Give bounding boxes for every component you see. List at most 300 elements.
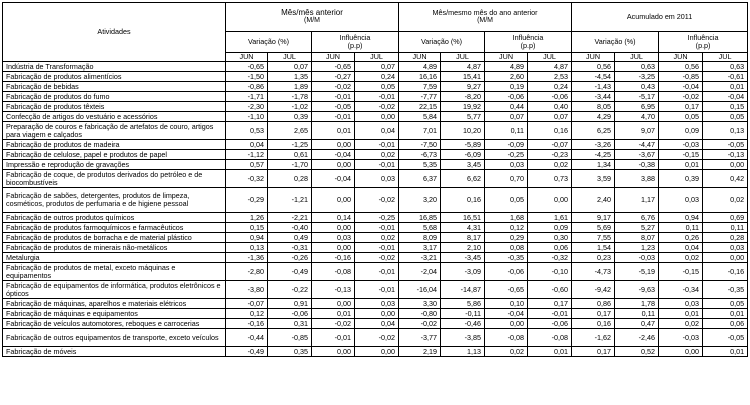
value-cell: 0,63 — [703, 62, 748, 72]
data-table — [2, 2, 748, 357]
value-cell: -0,31 — [268, 243, 312, 253]
value-cell: 0,39 — [268, 112, 312, 122]
value-cell: -0,46 — [441, 319, 485, 329]
value-cell: -0,02 — [355, 253, 399, 263]
value-cell: -7,77 — [399, 92, 441, 102]
value-cell: 2,10 — [441, 243, 485, 253]
value-cell: 0,16 — [441, 188, 485, 213]
month-header: JUN — [659, 53, 703, 62]
value-cell: 0,31 — [268, 319, 312, 329]
table-row — [3, 122, 748, 140]
value-cell: 3,59 — [572, 170, 615, 188]
table-row — [3, 62, 748, 72]
value-cell: 10,20 — [441, 122, 485, 140]
value-cell: 0,01 — [312, 309, 355, 319]
influence-header — [312, 32, 399, 53]
value-cell: -9,42 — [572, 281, 615, 299]
value-cell: 0,05 — [485, 188, 528, 213]
value-cell: 0,13 — [226, 243, 268, 253]
value-cell: 0,02 — [659, 319, 703, 329]
value-cell: 3,45 — [441, 160, 485, 170]
value-cell: -5,89 — [441, 140, 485, 150]
value-cell: -0,01 — [355, 92, 399, 102]
value-cell: -0,15 — [659, 150, 703, 160]
value-cell: 0,02 — [355, 233, 399, 243]
value-cell: 0,17 — [572, 309, 615, 319]
value-cell: -0,80 — [399, 309, 441, 319]
value-cell: -0,01 — [355, 243, 399, 253]
value-cell: 0,17 — [659, 102, 703, 112]
value-cell: 1,68 — [485, 213, 528, 223]
value-cell: -14,87 — [441, 281, 485, 299]
value-cell: 0,11 — [703, 223, 748, 233]
value-cell: -0,02 — [355, 188, 399, 213]
value-cell: -0,02 — [312, 82, 355, 92]
value-cell: -0,25 — [485, 150, 528, 160]
value-cell: 0,06 — [703, 319, 748, 329]
value-cell: -3,21 — [399, 253, 441, 263]
value-cell: 0,03 — [355, 170, 399, 188]
group-unit: (M/M — [304, 17, 320, 24]
value-cell: -0,16 — [703, 263, 748, 281]
influence-header — [485, 32, 572, 53]
value-cell: 0,01 — [659, 160, 703, 170]
value-cell: 0,02 — [355, 150, 399, 160]
group-title: Mês/mês anterior — [281, 8, 343, 17]
value-cell: 4,87 — [441, 62, 485, 72]
value-cell: -0,01 — [312, 329, 355, 347]
value-cell: -0,86 — [226, 82, 268, 92]
value-cell: 0,03 — [355, 299, 399, 309]
value-cell: -0,02 — [659, 92, 703, 102]
month-header: JUL — [355, 53, 399, 62]
value-cell: 9,17 — [572, 213, 615, 223]
value-cell: -0,65 — [312, 62, 355, 72]
month-header: JUL — [703, 53, 748, 62]
value-cell: -0,02 — [355, 102, 399, 112]
value-cell: 5,27 — [615, 223, 659, 233]
value-cell: 0,02 — [528, 160, 572, 170]
value-cell: 0,42 — [703, 170, 748, 188]
value-cell: 0,39 — [659, 170, 703, 188]
value-cell: 0,10 — [485, 299, 528, 309]
value-cell: 0,28 — [268, 170, 312, 188]
value-cell: 0,04 — [355, 319, 399, 329]
activity-cell: Fabricação de produtos de minerais não-metálicos — [3, 243, 226, 253]
value-cell: -2,21 — [268, 213, 312, 223]
value-cell: 0,08 — [485, 243, 528, 253]
influence-unit: (p.p) — [520, 41, 536, 50]
value-cell: 0,04 — [355, 122, 399, 140]
value-cell: 0,01 — [659, 309, 703, 319]
value-cell: -0,01 — [528, 309, 572, 319]
activity-cell: Fabricação de outros equipamentos de transporte, exceto veículos — [3, 329, 226, 347]
activity-cell: Preparação de couros e fabricação de artefatos de couro, artigos para viagem e calçados — [3, 122, 226, 140]
value-cell: -0,04 — [312, 150, 355, 160]
value-cell: 0,07 — [268, 62, 312, 72]
value-cell: 0,02 — [485, 347, 528, 357]
month-header: JUN — [226, 53, 268, 62]
value-cell: 0,70 — [485, 170, 528, 188]
value-cell: 2,40 — [572, 188, 615, 213]
value-cell: 0,00 — [312, 223, 355, 233]
value-cell: 0,00 — [312, 188, 355, 213]
table-row — [3, 102, 748, 112]
value-cell: -3,26 — [572, 140, 615, 150]
value-cell: 5,84 — [399, 112, 441, 122]
value-cell: -0,25 — [355, 213, 399, 223]
value-cell: -0,32 — [528, 253, 572, 263]
value-cell: -0,34 — [659, 281, 703, 299]
value-cell: -4,47 — [615, 140, 659, 150]
value-cell: -1,78 — [268, 92, 312, 102]
value-cell: -7,50 — [399, 140, 441, 150]
value-cell: -0,32 — [226, 170, 268, 188]
value-cell: 0,06 — [528, 243, 572, 253]
activity-cell: Fabricação de móveis — [3, 347, 226, 357]
value-cell: -4,25 — [572, 150, 615, 160]
value-cell: -6,09 — [441, 150, 485, 160]
value-cell: 19,92 — [441, 102, 485, 112]
table-row — [3, 243, 748, 253]
value-cell: -0,10 — [528, 263, 572, 281]
value-cell: 1,13 — [441, 347, 485, 357]
value-cell: -3,67 — [615, 150, 659, 160]
activity-cell: Fabricação de sabões, detergentes, produtos de limpeza, cosméticos, produtos de perfumaria e de higiene pessoal — [3, 188, 226, 213]
value-cell: -5,19 — [615, 263, 659, 281]
value-cell: -0,02 — [312, 319, 355, 329]
value-cell: -1,21 — [268, 188, 312, 213]
value-cell: -0,07 — [528, 140, 572, 150]
table-row — [3, 329, 748, 347]
influence-label: Influência — [687, 33, 719, 42]
value-cell: -0,08 — [485, 329, 528, 347]
activity-cell: Metalurgia — [3, 253, 226, 263]
value-cell: -0,49 — [226, 347, 268, 357]
activity-cell: Fabricação de produtos de borracha e de material plástico — [3, 233, 226, 243]
activity-cell: Fabricação de máquinas, aparelhos e materiais elétricos — [3, 299, 226, 309]
value-cell: -1,70 — [268, 160, 312, 170]
value-cell: -0,38 — [615, 160, 659, 170]
value-cell: 1,35 — [268, 72, 312, 82]
value-cell: 7,59 — [399, 82, 441, 92]
value-cell: 0,16 — [528, 122, 572, 140]
value-cell: 0,05 — [355, 82, 399, 92]
value-cell: -0,06 — [528, 319, 572, 329]
value-cell: 0,28 — [703, 233, 748, 243]
table-row — [3, 319, 748, 329]
value-cell: 0,61 — [268, 150, 312, 160]
value-cell: -0,02 — [355, 329, 399, 347]
value-cell: 0,05 — [703, 112, 748, 122]
table-row — [3, 140, 748, 150]
table-row — [3, 253, 748, 263]
value-cell: 4,89 — [485, 62, 528, 72]
month-header: JUL — [441, 53, 485, 62]
value-cell: 4,31 — [441, 223, 485, 233]
value-cell: 0,00 — [312, 347, 355, 357]
value-cell: -0,13 — [312, 281, 355, 299]
value-cell: -0,04 — [703, 92, 748, 102]
value-cell: -0,49 — [268, 263, 312, 281]
value-cell: -3,25 — [615, 72, 659, 82]
value-cell: 0,00 — [355, 112, 399, 122]
value-cell: 0,01 — [703, 347, 748, 357]
table-row — [3, 92, 748, 102]
value-cell: -0,05 — [703, 329, 748, 347]
value-cell: 16,16 — [399, 72, 441, 82]
value-cell: 0,02 — [659, 253, 703, 263]
value-cell: 1,23 — [615, 243, 659, 253]
value-cell: 0,07 — [355, 62, 399, 72]
value-cell: 3,20 — [399, 188, 441, 213]
value-cell: 0,24 — [355, 72, 399, 82]
activity-cell: Indústria de Transformação — [3, 62, 226, 72]
value-cell: 2,53 — [528, 72, 572, 82]
value-cell: 0,00 — [355, 309, 399, 319]
table-row — [3, 150, 748, 160]
value-cell: -2,30 — [226, 102, 268, 112]
activity-cell: Fabricação de bebidas — [3, 82, 226, 92]
value-cell: 0,69 — [703, 213, 748, 223]
value-cell: 6,62 — [441, 170, 485, 188]
group-unit: (M/M — [477, 17, 494, 24]
table-row — [3, 112, 748, 122]
value-cell: 0,01 — [703, 82, 748, 92]
value-cell: -0,61 — [703, 72, 748, 82]
variation-header: Variação (%) — [399, 32, 485, 53]
value-cell: 0,35 — [268, 347, 312, 357]
value-cell: 0,94 — [226, 233, 268, 243]
activity-cell: Fabricação de equipamentos de informática, produtos eletrônicos e ópticos — [3, 281, 226, 299]
value-cell: 0,01 — [312, 122, 355, 140]
value-cell: 3,17 — [399, 243, 441, 253]
value-cell: 0,07 — [528, 112, 572, 122]
value-cell: 6,37 — [399, 170, 441, 188]
table-row — [3, 347, 748, 357]
value-cell: 4,29 — [572, 112, 615, 122]
activity-cell: Fabricação de coque, de produtos derivados do petróleo e de biocombustíveis — [3, 170, 226, 188]
value-cell: 0,91 — [268, 299, 312, 309]
value-cell: 0,05 — [703, 299, 748, 309]
value-cell: -0,01 — [312, 92, 355, 102]
value-cell: -3,85 — [441, 329, 485, 347]
value-cell: 0,02 — [703, 188, 748, 213]
activity-cell: Fabricação de veículos automotores, reboques e carrocerias — [3, 319, 226, 329]
value-cell: 0,30 — [528, 233, 572, 243]
value-cell: 0,01 — [703, 309, 748, 319]
value-cell: -0,06 — [528, 92, 572, 102]
value-cell: 9,07 — [615, 122, 659, 140]
table-row — [3, 72, 748, 82]
month-header: JUL — [615, 53, 659, 62]
value-cell: 0,63 — [615, 62, 659, 72]
group-title: Acumulado em 2011 — [626, 12, 693, 21]
activity-cell: Fabricação de máquinas e equipamentos — [3, 309, 226, 319]
value-cell: 0,53 — [226, 122, 268, 140]
value-cell: 0,19 — [485, 82, 528, 92]
activity-cell: Fabricação de produtos têxteis — [3, 102, 226, 112]
value-cell: 1,26 — [226, 213, 268, 223]
value-cell: 0,11 — [485, 122, 528, 140]
value-cell: -0,85 — [659, 72, 703, 82]
value-cell: 1,61 — [528, 213, 572, 223]
month-header: JUN — [399, 53, 441, 62]
value-cell: 0,86 — [572, 299, 615, 309]
value-cell: -0,01 — [312, 112, 355, 122]
value-cell: -0,01 — [355, 140, 399, 150]
value-cell: 0,11 — [615, 309, 659, 319]
month-header: JUN — [312, 53, 355, 62]
value-cell: -0,02 — [399, 319, 441, 329]
group-header-acc — [572, 3, 748, 32]
value-cell: -3,80 — [226, 281, 268, 299]
value-cell: 0,04 — [659, 243, 703, 253]
value-cell: 0,04 — [226, 140, 268, 150]
value-cell: 0,16 — [572, 319, 615, 329]
value-cell: 0,03 — [659, 188, 703, 213]
value-cell: 0,03 — [703, 243, 748, 253]
value-cell: 4,89 — [399, 62, 441, 72]
value-cell: 0,23 — [572, 253, 615, 263]
value-cell: 8,17 — [441, 233, 485, 243]
table-row — [3, 263, 748, 281]
value-cell: -0,04 — [659, 82, 703, 92]
value-cell: -0,13 — [703, 150, 748, 160]
value-cell: 0,57 — [226, 160, 268, 170]
activity-cell: Confecção de artigos do vestuário e acessórios — [3, 112, 226, 122]
value-cell: 0,11 — [659, 223, 703, 233]
value-cell: 6,95 — [615, 102, 659, 112]
value-cell: 0,03 — [485, 160, 528, 170]
value-cell: -1,71 — [226, 92, 268, 102]
value-cell: -0,06 — [268, 309, 312, 319]
value-cell: -0,29 — [226, 188, 268, 213]
value-cell: 0,00 — [528, 188, 572, 213]
value-cell: -0,22 — [268, 281, 312, 299]
month-header: JUN — [572, 53, 615, 62]
value-cell: 4,70 — [615, 112, 659, 122]
data-table-container — [2, 2, 747, 357]
value-cell: 8,05 — [572, 102, 615, 112]
value-cell: -16,04 — [399, 281, 441, 299]
influence-header — [659, 32, 748, 53]
table-row — [3, 170, 748, 188]
month-header: JUL — [528, 53, 572, 62]
value-cell: 1,89 — [268, 82, 312, 92]
activity-cell: Fabricação de produtos farmoquímicos e farmacêuticos — [3, 223, 226, 233]
value-cell: -0,04 — [485, 309, 528, 319]
variation-header: Variação (%) — [226, 32, 312, 53]
value-cell: 15,41 — [441, 72, 485, 82]
influence-unit: (p.p) — [347, 41, 363, 50]
value-cell: 5,86 — [441, 299, 485, 309]
value-cell: 1,78 — [615, 299, 659, 309]
value-cell: -6,73 — [399, 150, 441, 160]
value-cell: -0,65 — [485, 281, 528, 299]
value-cell: -0,16 — [312, 253, 355, 263]
value-cell: 6,25 — [572, 122, 615, 140]
value-cell: -0,03 — [659, 140, 703, 150]
value-cell: 8,09 — [399, 233, 441, 243]
value-cell: -0,27 — [312, 72, 355, 82]
value-cell: 6,76 — [615, 213, 659, 223]
value-cell: 0,44 — [485, 102, 528, 112]
value-cell: 16,51 — [441, 213, 485, 223]
value-cell: -0,07 — [226, 299, 268, 309]
value-cell: -2,04 — [399, 263, 441, 281]
value-cell: 0,56 — [659, 62, 703, 72]
value-cell: 0,12 — [485, 223, 528, 233]
value-cell: 3,88 — [615, 170, 659, 188]
value-cell: -0,40 — [268, 223, 312, 233]
value-cell: -3,09 — [441, 263, 485, 281]
value-cell: -0,65 — [226, 62, 268, 72]
group-header-yoy — [399, 3, 572, 32]
value-cell: -1,25 — [268, 140, 312, 150]
value-cell: -0,03 — [615, 253, 659, 263]
value-cell: 5,35 — [399, 160, 441, 170]
value-cell: 1,17 — [615, 188, 659, 213]
value-cell: 0,26 — [659, 233, 703, 243]
value-cell: 0,94 — [659, 213, 703, 223]
value-cell: 0,00 — [485, 319, 528, 329]
value-cell: 22,15 — [399, 102, 441, 112]
table-row — [3, 213, 748, 223]
value-cell: 0,00 — [355, 347, 399, 357]
value-cell: -1,50 — [226, 72, 268, 82]
table-row — [3, 299, 748, 309]
value-cell: -0,11 — [441, 309, 485, 319]
group-title: Mês/mesmo mês do ano anterior — [432, 8, 538, 17]
value-cell: 0,00 — [312, 140, 355, 150]
value-cell: 1,34 — [572, 160, 615, 170]
value-cell: 0,07 — [485, 112, 528, 122]
table-row — [3, 309, 748, 319]
value-cell: -0,08 — [312, 263, 355, 281]
value-cell: 8,07 — [615, 233, 659, 243]
activity-cell: Fabricação de produtos do fumo — [3, 92, 226, 102]
value-cell: 7,01 — [399, 122, 441, 140]
value-cell: -3,44 — [572, 92, 615, 102]
value-cell: -0,23 — [528, 150, 572, 160]
value-cell: -1,02 — [268, 102, 312, 112]
value-cell: -5,17 — [615, 92, 659, 102]
value-cell: -0,85 — [268, 329, 312, 347]
table-row — [3, 281, 748, 299]
value-cell: -2,46 — [615, 329, 659, 347]
value-cell: 0,73 — [528, 170, 572, 188]
value-cell: 0,52 — [615, 347, 659, 357]
value-cell: 0,40 — [528, 102, 572, 112]
month-header: JUN — [485, 53, 528, 62]
value-cell: 0,47 — [615, 319, 659, 329]
value-cell: -8,20 — [441, 92, 485, 102]
value-cell: -0,01 — [355, 223, 399, 233]
value-cell: 2,65 — [268, 122, 312, 140]
value-cell: 0,17 — [572, 347, 615, 357]
value-cell: -1,43 — [572, 82, 615, 92]
activities-header: Atividades — [3, 3, 226, 62]
value-cell: 9,27 — [441, 82, 485, 92]
value-cell: 7,55 — [572, 233, 615, 243]
value-cell: 0,24 — [528, 82, 572, 92]
value-cell: -0,60 — [528, 281, 572, 299]
value-cell: 0,00 — [703, 253, 748, 263]
value-cell: 3,30 — [399, 299, 441, 309]
value-cell: 0,00 — [312, 299, 355, 309]
value-cell: -1,10 — [226, 112, 268, 122]
